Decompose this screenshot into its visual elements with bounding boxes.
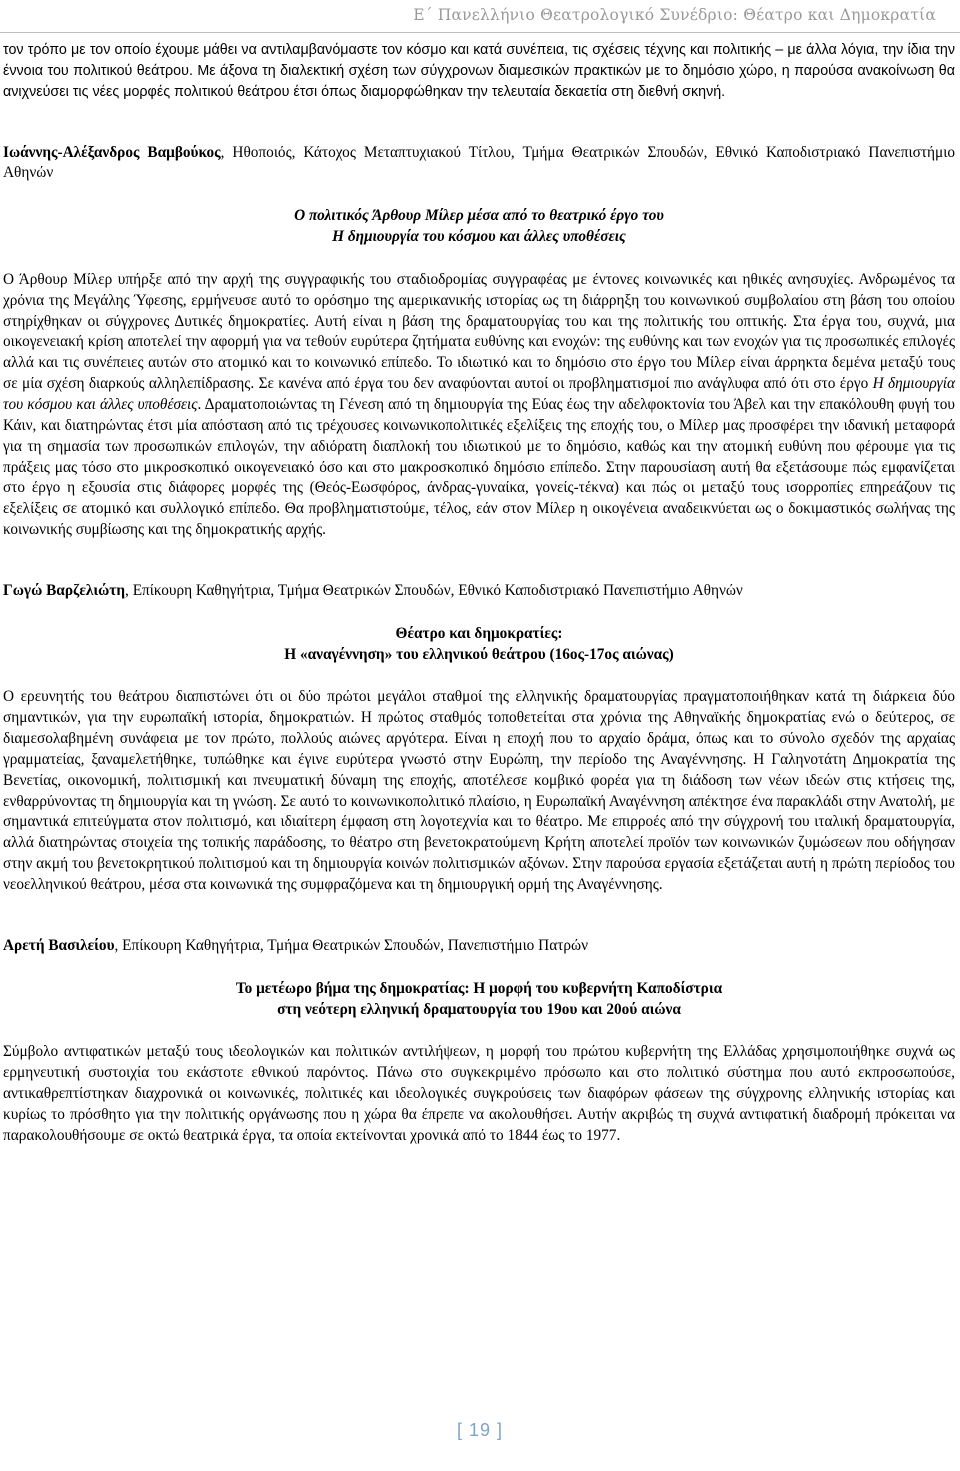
spacer <box>3 957 955 979</box>
abstract-title-3a: Το μετέωρο βήμα της δημοκρατίας: Η μορφή του κυβερνήτη Καποδίστρια <box>235 979 723 997</box>
abstract-title-2b: Η «αναγέννηση» του ελληνικού θεάτρου (16ος-17ος αιώνας) <box>284 645 674 663</box>
spacer <box>3 896 955 936</box>
author-name: Γωγώ Βαρζελιώτη <box>3 581 126 599</box>
abstract-body-2: Ο ερευνητής του θεάτρου διαπιστώνει ότι οι δύο πρώτοι μεγάλοι σταθμοί της ελληνικής δραματουργίας πραγματοποιήθηκαν κατά τη διάρκεια δύο σημαντικών, για την ευρωπαϊκή ιστορία, δημοκρατιών. Η πρώτος σταθμός τοποθετείται στα χρόνια της Αθηναϊκής δημοκρατίας ενώ ο δεύτερος, σε διαμεσολαβημένη συνάφεια με τον πρώτο, πολλούς αιώνες αργότερα. Είναι η εποχή που το αρχαίο δράμα, όπως και το σύνολο σχεδόν της αρχαίας γραμματείας, ξαναμελετήθηκε, τυπώθηκε και έγινε ευρύτερα γνωστό στην Ευρώπη, την περίοδο της Αναγέννησης. Η Γαληνοτάτη Δημοκρατία της Βενετίας, οικονομική, πολιτισμική και πνευματική δύναμη της εποχής, αποτέλεσε κομβικό φορέα για τη διάδοση των νέων ιδεών στις κτήσεις της, ενθαρρύνοντας τη δημιουργία και τη γνώση. Σε αυτό το κοινωνικοπολιτικό πλαίσιο, η Ευρωπαϊκή Αναγέννηση απέκτησε ένα παρακλάδι στην Ανατολή, με σημαντικά επιτεύγματα στον πολιτισμό, και ιδιαίτερη έμφαση στη λογοτεχνία και το θέατρο. Με επιρροές από την σύγχρονή του ιταλική δραματουργία, αλλά διατηρώντας στοιχεία της τοπικής παράδοσης, το θέατρο στη βενετοκρατούμενη Κρήτη αποτελεί προϊόν των κοινωνικών ζυμώσεων που οδήγησαν στην ακμή του βενετοκρητικού πολιτισμού και τη δημιουργία κοινών πολιτισμικών αξόνων. Στην παρούσα εργασία εξετάζεται αυτή η πρώτη περίοδος του νεοελληνικού θεάτρου, μέσα στα κοινωνικά της συμφραζόμενα και τη δημιουργική ορμή της Αναγέννησης. <box>3 688 955 893</box>
abstract-author-3 <box>3 936 955 957</box>
page-number-bracket-close: ] <box>497 1420 504 1440</box>
spacer <box>3 541 955 581</box>
spacer <box>3 665 955 687</box>
author-affiliation: , Επίκουρη Καθηγήτρια, Τμήμα Θεατρικών Σπουδών, Εθνικό Καποδιστριακό Πανεπιστήμιο Αθηνών <box>125 581 743 599</box>
abstract-title-2a: Θέατρο και δημοκρατίες: <box>395 624 563 642</box>
spacer <box>3 184 955 206</box>
abstract-author-1 <box>3 143 955 185</box>
author-name: Αρετή Βασιλείου <box>3 936 115 954</box>
play-title: Η δημιουργία του κόσμου και άλλες υποθέσεις <box>3 375 955 413</box>
body-text: Ο Άρθουρ Μίλερ υπήρξε από την αρχή της συγγραφικής του σταδιοδρομίας συγγραφέας με έντονες κοινωνικές και ηθικές ανησυχίες. Ανδρωμένος τα χρόνια της Μεγάλης Ύφεσης, ερμήνευσε αυτό το ορόσημο της αμερικανικής ιστορίας ως τη διάρρηξη του κοινωνικού συμβολαίου στη βάση του οποίου στηρίχθηκαν οι σύγχρονες Δυτικές δημοκρατίες. Αυτή είναι η βάση της δραματουργίας του και της πολιτικής του οπτικής. Στα έργα του, συχνά, μια οικογενειακή κρίση αποτελεί την αφορμή για να τεθούν ευρύτερα ζητήματα ευθύνης και ενοχών: της ευθύνης και των ενοχών για τις προσωπικές επιλογές αλλά και τις συνέπειες αυτών στο ατομικό και το κοινωνικό επίπεδο. Το ιδιωτικό και το δημόσιο στο έργο του Μίλερ είναι άρρηκτα δεμένα μεταξύ τους σε μία σχέση διαρκούς αλληλεπίδρασης. Σε κανένα από έργα του δεν αναφύονται αυτοί οι προβληματισμοί πιο ανάγλυφα από ότι στο έργο <box>3 270 955 393</box>
author-affiliation: , Ηθοποιός, Κάτοχος Μεταπτυχιακού Τίτλου, Τμήμα Θεατρικών Σπουδών, Εθνικό Καποδιστριακό Πανεπιστήμιο Αθηνών <box>3 143 955 182</box>
author-name: Ιωάννης-Αλέξανδρος Βαμβούκος <box>3 143 221 161</box>
abstract-title-1a: Ο πολιτικός Άρθουρ Μίλερ μέσα από το θεατρικό έργο του <box>294 207 664 225</box>
abstract-title-1b: Η δημιουργία του κόσμου και άλλες υποθέσεις <box>332 228 626 246</box>
page-footer <box>0 1420 960 1441</box>
spacer <box>3 1020 955 1042</box>
abstract-title-3b: στη νεότερη ελληνική δραματουργία του 19ου και 20ού αιώνα <box>277 1000 681 1018</box>
spacer <box>3 248 955 270</box>
author-affiliation: , Επίκουρη Καθηγήτρια, Τμήμα Θεατρικών Σπουδών, Πανεπιστήμιο Πατρών <box>114 936 588 954</box>
body-text: . Δραματοποιώντας τη Γένεση από τη δημιουργία της Εύας έως την αδελφοκτονία του Άβελ και την επακόλουθη φυγή του Κάιν, και διατηρώντας έτσι μία απόσταση από τις τρέχουσες κοινωνικοπολιτικές εξελίξεις της εποχής του, ο Μίλερ μας προσφέρει την ιδανική μεταφορά για τη σημασία των προσωπικών επιλογών, την αδιόρατη διαπλοκή του ιδιωτικού με το δημόσιο, καθώς και την ατομική ευθύνη που φέρουμε για τις πράξεις μας τόσο στο μικροσκοπικό οικογενειακό όσο και στο μακροσκοπικό δημόσιο επίπεδο. Στην παρουσίαση αυτή θα εξετάσουμε πώς εμφανίζεται στο έργο η εξουσία στις διάφορες μορφές της (Θεός-Εωσφόρος, άνδρας-γυναίκα, γονείς-τέκνα) και πώς οι μεταξύ τους ισορροπίες επηρεάζουν τις εξελίξεις σε ατομικό και συλλογικό επίπεδο. Θα προβληματιστούμε, τέλος, εάν στον Μίλερ η οικογένεια αναδεικνύεται ως ο δοκιμαστικός σωλήνας της κοινωνικής συμβίωσης και της δημοκρατικής αρχής. <box>3 395 955 539</box>
abstract-body-3: Σύμβολο αντιφατικών μεταξύ τους ιδεολογικών και πολιτικών αντιλήψεων, η μορφή του πρώτου κυβερνήτη της Ελλάδας χρησιμοποιήθηκε συχνά ως ερμηνευτική συστοιχία του εκάστοτε εθνικού παρόντος. Πάνω στο συγκεκριμένο πρόσωπο και στο πολιτικό σύστημα που αυτό εκπροσωπούσε, αντικαθρεπτίστηκαν διαχρονικά οι κοινωνικές, πολιτικές και ιδεολογικές συγκρούσεις των διαφόρων φάσεων της σύγχρονης ελληνικής ιστορίας και κυρίως το πρόσθητο για την πολιτικής οργάνωσης που η χώρα θα έπρεπε να ακολουθήσει. Αυτήν ακριβώς τη συχνά αντιφατική διαδρομή πρόκειται να παρακολουθήσουμε σε οκτώ θεατρικά έργα, τα οποία εκτείνονται χρονικά από το 1844 έως το 1977. <box>3 1043 955 1144</box>
spacer <box>3 103 955 143</box>
running-header: Ε΄ Πανελλήνιο Θεατρολογικό Συνέδριο: Θέατρο και Δημοκρατία <box>413 6 936 24</box>
intro-paragraph: τον τρόπο με τον οποίο έχουμε μάθει να αντιλαμβανόμαστε τον κόσμο και κατά συνέπεια, τις σχέσεις τέχνης και πολιτικής – με άλλα λόγια, την ίδια την έννοια του πολιτικού θεάτρου. Με άξονα τη διαλεκτική σχέση των σύγχρονων διαμεσικών πρακτικών με το δημόσιο χώρο, η παρούσα ανακοίνωση θα ανιχνεύσει τις νέες μορφές πολιτικού θεάτρου έτσι όπως διαμορφώθηκαν την τελευταία δεκαετία στη διεθνή σκηνή. <box>3 42 955 100</box>
page-number: 19 <box>468 1420 492 1440</box>
spacer <box>3 602 955 624</box>
abstract-author-2 <box>3 581 955 602</box>
page-content <box>3 40 955 1147</box>
abstract-body-1 <box>3 270 955 541</box>
header-divider <box>0 32 960 33</box>
page-number-bracket-open: [ <box>456 1420 463 1440</box>
